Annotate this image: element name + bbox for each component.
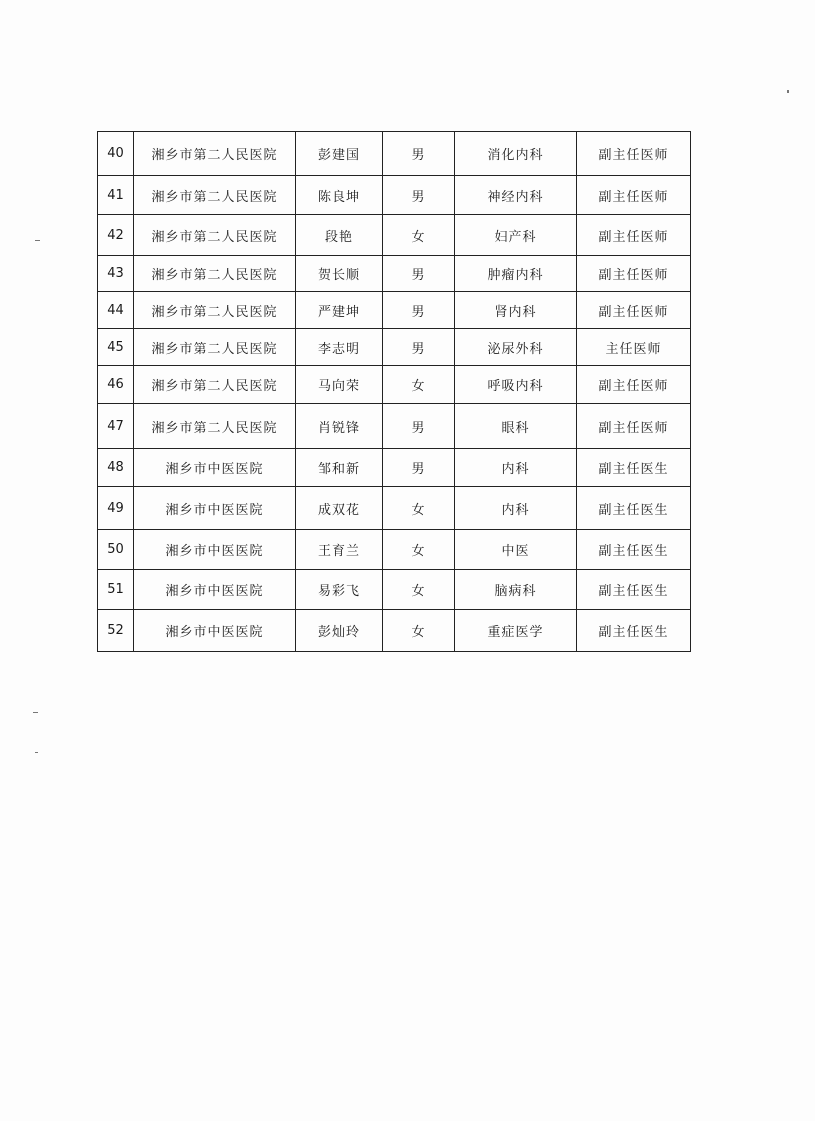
job-title-cell: 副主任医师 (577, 176, 691, 215)
job-title-cell: 副主任医生 (577, 449, 691, 487)
job-title-cell: 副主任医生 (577, 487, 691, 530)
gender-cell: 男 (383, 449, 455, 487)
gender-cell: 男 (383, 292, 455, 329)
job-title-cell: 副主任医师 (577, 404, 691, 449)
gender-cell: 女 (383, 366, 455, 404)
row-number-cell: 52 (98, 610, 134, 652)
job-title-cell: 副主任医师 (577, 215, 691, 256)
gender-cell: 女 (383, 215, 455, 256)
row-number-cell: 40 (98, 132, 134, 176)
table-row (98, 610, 691, 652)
job-title-cell: 副主任医师 (577, 366, 691, 404)
table-body (98, 132, 691, 652)
table-row (98, 530, 691, 570)
table-row (98, 329, 691, 366)
job-title-cell: 副主任医生 (577, 610, 691, 652)
row-number-cell: 49 (98, 487, 134, 530)
doctor-name-cell: 易彩飞 (296, 570, 383, 610)
doctor-roster-table (97, 131, 691, 652)
row-number-cell: 46 (98, 366, 134, 404)
hospital-cell: 湘乡市第二人民医院 (134, 292, 296, 329)
job-title-cell: 副主任医师 (577, 292, 691, 329)
department-cell: 内科 (455, 449, 577, 487)
doctor-name-cell: 王育兰 (296, 530, 383, 570)
row-number-cell: 44 (98, 292, 134, 329)
row-number-cell: 42 (98, 215, 134, 256)
department-cell: 肿瘤内科 (455, 256, 577, 292)
scan-speck (787, 90, 789, 93)
department-cell: 肾内科 (455, 292, 577, 329)
job-title-cell: 主任医师 (577, 329, 691, 366)
doctor-name-cell: 马向荣 (296, 366, 383, 404)
department-cell: 重症医学 (455, 610, 577, 652)
row-number-cell: 50 (98, 530, 134, 570)
scan-speck (35, 752, 38, 753)
doctor-name-cell: 彭灿玲 (296, 610, 383, 652)
hospital-cell: 湘乡市中医医院 (134, 570, 296, 610)
department-cell: 脑病科 (455, 570, 577, 610)
table-row (98, 132, 691, 176)
gender-cell: 男 (383, 132, 455, 176)
table-row (98, 292, 691, 329)
doctor-name-cell: 贺长顺 (296, 256, 383, 292)
doctor-name-cell: 邹和新 (296, 449, 383, 487)
hospital-cell: 湘乡市第二人民医院 (134, 176, 296, 215)
department-cell: 眼科 (455, 404, 577, 449)
department-cell: 神经内科 (455, 176, 577, 215)
row-number-cell: 51 (98, 570, 134, 610)
table-row (98, 366, 691, 404)
doctor-name-cell: 严建坤 (296, 292, 383, 329)
row-number-cell: 41 (98, 176, 134, 215)
department-cell: 泌尿外科 (455, 329, 577, 366)
hospital-cell: 湘乡市中医医院 (134, 449, 296, 487)
doctor-name-cell: 陈良坤 (296, 176, 383, 215)
department-cell: 内科 (455, 487, 577, 530)
scan-speck (35, 240, 40, 241)
hospital-cell: 湘乡市中医医院 (134, 530, 296, 570)
row-number-cell: 48 (98, 449, 134, 487)
doctor-name-cell: 段艳 (296, 215, 383, 256)
gender-cell: 女 (383, 570, 455, 610)
doctor-name-cell: 李志明 (296, 329, 383, 366)
doctor-name-cell: 彭建国 (296, 132, 383, 176)
row-number-cell: 43 (98, 256, 134, 292)
job-title-cell: 副主任医生 (577, 570, 691, 610)
table-row (98, 487, 691, 530)
department-cell: 呼吸内科 (455, 366, 577, 404)
hospital-cell: 湘乡市第二人民医院 (134, 366, 296, 404)
table-row (98, 215, 691, 256)
row-number-cell: 47 (98, 404, 134, 449)
gender-cell: 女 (383, 487, 455, 530)
hospital-cell: 湘乡市第二人民医院 (134, 215, 296, 256)
hospital-cell: 湘乡市第二人民医院 (134, 329, 296, 366)
job-title-cell: 副主任医生 (577, 530, 691, 570)
hospital-cell: 湘乡市第二人民医院 (134, 256, 296, 292)
table-row (98, 256, 691, 292)
job-title-cell: 副主任医师 (577, 256, 691, 292)
gender-cell: 女 (383, 530, 455, 570)
table-row (98, 449, 691, 487)
doctor-name-cell: 成双花 (296, 487, 383, 530)
gender-cell: 男 (383, 176, 455, 215)
hospital-cell: 湘乡市第二人民医院 (134, 132, 296, 176)
scan-speck (33, 712, 38, 713)
gender-cell: 男 (383, 256, 455, 292)
hospital-cell: 湘乡市第二人民医院 (134, 404, 296, 449)
department-cell: 妇产科 (455, 215, 577, 256)
doctor-name-cell: 肖锐锋 (296, 404, 383, 449)
department-cell: 中医 (455, 530, 577, 570)
table-row (98, 176, 691, 215)
gender-cell: 女 (383, 610, 455, 652)
gender-cell: 男 (383, 404, 455, 449)
gender-cell: 男 (383, 329, 455, 366)
department-cell: 消化内科 (455, 132, 577, 176)
hospital-cell: 湘乡市中医医院 (134, 610, 296, 652)
job-title-cell: 副主任医师 (577, 132, 691, 176)
row-number-cell: 45 (98, 329, 134, 366)
table-row (98, 404, 691, 449)
table-row (98, 570, 691, 610)
hospital-cell: 湘乡市中医医院 (134, 487, 296, 530)
